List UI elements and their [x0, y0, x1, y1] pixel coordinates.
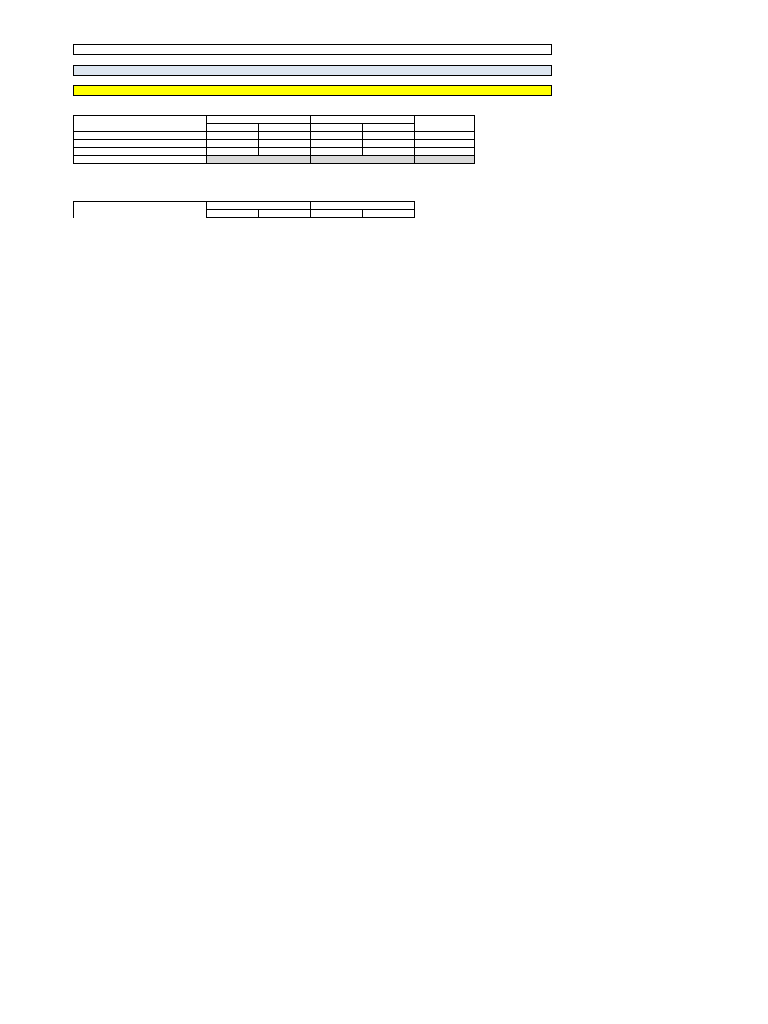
- col-ovaladas: [311, 210, 363, 218]
- col-redondas: [363, 210, 415, 218]
- total-bimestre-header: [415, 116, 475, 132]
- cell: [207, 140, 259, 148]
- cell: [311, 140, 363, 148]
- row-label: [74, 132, 207, 140]
- row-label: [74, 148, 207, 156]
- total-bimestre: [415, 156, 475, 164]
- total-febrero: [311, 156, 415, 164]
- col-ovaladas: [207, 210, 259, 218]
- cell: [363, 132, 415, 140]
- col-redondas: [259, 124, 311, 132]
- month-header-enero: [207, 202, 311, 210]
- production-budget-table: [73, 201, 415, 218]
- month-header-febrero: [311, 202, 415, 210]
- cell: [207, 132, 259, 140]
- total-enero: [207, 156, 311, 164]
- total-row: [74, 156, 475, 164]
- solution-banner: [73, 85, 552, 96]
- cell: [207, 148, 259, 156]
- row-label: [74, 156, 207, 164]
- table-row: [74, 140, 475, 148]
- sales-budget-table: [73, 115, 475, 164]
- table-row: [74, 148, 475, 156]
- cell: [259, 132, 311, 140]
- row-label: [74, 140, 207, 148]
- table-row: [74, 132, 475, 140]
- col-redondas: [259, 210, 311, 218]
- month-header-febrero: [311, 116, 415, 124]
- page-title: [73, 44, 552, 55]
- cell: [311, 148, 363, 156]
- col-ovaladas: [311, 124, 363, 132]
- col-ovaladas: [207, 124, 259, 132]
- cell: [259, 148, 311, 156]
- month-header-enero: [207, 116, 311, 124]
- cell: [363, 140, 415, 148]
- col-redondas: [363, 124, 415, 132]
- case-banner: [73, 65, 552, 76]
- cell: [259, 140, 311, 148]
- cell: [311, 132, 363, 140]
- cell: [363, 148, 415, 156]
